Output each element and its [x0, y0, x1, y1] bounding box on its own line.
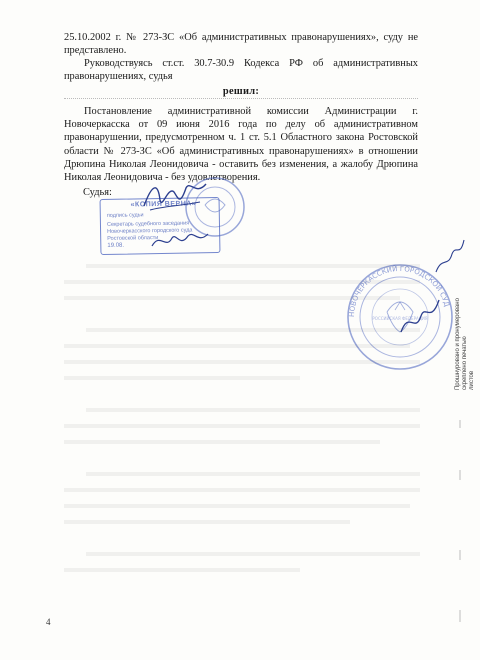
margin-note-line-2: скреплено печатью	[462, 336, 468, 390]
secretary-signature	[150, 228, 210, 254]
stamp-line-3: Новочеркасского городского суда	[107, 227, 193, 235]
margin-note-line-3: листов	[469, 370, 475, 390]
paragraph-1: 25.10.2002 г. № 273-ЗС «Об административных правонарушениях», суду не представлено.	[64, 32, 418, 57]
margin-note-line-1: Прошнуровано и пронумеровано	[455, 298, 461, 390]
stamp-line-1: подпись судьи	[106, 212, 144, 219]
decision-heading: решил:	[222, 86, 260, 97]
seal-center-text: РОССИЙСКАЯ ФЕДЕРАЦИЯ	[372, 316, 428, 321]
margin-signature	[432, 236, 468, 276]
paragraph-2: Руководствуясь ст.ст. 30.7-30.9 Кодекса РФ об административных правонарушениях, судья	[64, 58, 418, 83]
seal-signature	[395, 290, 445, 340]
page-number: 4	[46, 617, 51, 627]
binding-edge-marks	[455, 410, 465, 640]
stamp-title: «КОПИЯ ВЕРНА»	[130, 200, 197, 209]
stamp-line-2: Секретарь судебного заседания	[106, 220, 190, 228]
stamp-line-4: Ростовской области	[107, 235, 159, 242]
dotted-divider	[64, 98, 418, 99]
seal-ring-text: НОВОЧЕРКАССКИЙ ГОРОДСКОЙ СУД	[347, 264, 451, 318]
stamp-date: 19.08.	[107, 242, 125, 249]
judge-label: Судья:	[83, 187, 112, 198]
paragraph-3: Постановление административной комиссии Администрации г. Новочеркасска от 09 июня 2016 года по делу об административном правонарушении, предусмотренном ч. 1 ст. 5.1 Областного закона Ростовской области № 273-ЗС «Об административных правонарушениях» в отношении Дрюпина Николая Леонидовича - оставить без изменения, а жалобу Дрюпина Николая Леонидовича - без удовлетворения.	[64, 106, 418, 184]
judge-signature	[140, 176, 210, 216]
